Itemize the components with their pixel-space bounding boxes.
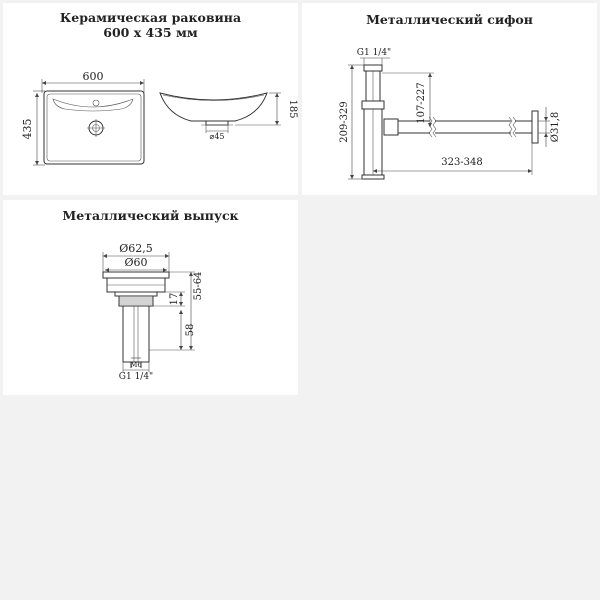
siphon-outlet-pipe [384, 111, 538, 143]
siphon-drawing [302, 3, 597, 195]
drain-flange-height-label: 17 [169, 292, 180, 306]
siphon-thread-label: G1 1/4" [356, 48, 392, 58]
siphon-inlet-range-label: 107-227 [416, 82, 427, 124]
siphon-pipe-diameter-label: Ø31,8 [550, 111, 561, 143]
drain-thread-label: G1 1/4" [118, 372, 154, 382]
drain-body-height-label: 58 [185, 323, 196, 337]
sink-drain-label: ⌀45 [209, 132, 225, 141]
siphon-title: Металлический сифон [366, 12, 533, 27]
drain-panel [3, 200, 298, 395]
drain-total-height-label: 55-64 [193, 271, 204, 301]
sink-side-view [160, 93, 298, 141]
drain-drawing [3, 200, 298, 395]
sink-panel [3, 3, 298, 195]
drain-title: Металлический выпуск [62, 208, 239, 223]
sink-depth-label: 435 [21, 118, 34, 140]
sink-top-view [21, 70, 144, 165]
siphon-length-range-label: 323-348 [441, 157, 483, 168]
drain-bolt-label: M6 [130, 361, 142, 369]
siphon-panel [302, 3, 597, 195]
siphon-height-range-label: 209-329 [339, 101, 350, 143]
drain-outer-diameter-label: Ø62,5 [119, 242, 153, 255]
siphon-body [362, 65, 384, 179]
sink-height-label: 185 [287, 99, 298, 119]
drain-inner-diameter-label: Ø60 [124, 256, 148, 269]
sink-title: Керамическая раковина [59, 10, 242, 25]
sink-width-label: 600 [82, 70, 104, 83]
sink-drawing [3, 3, 298, 195]
drain-body [103, 272, 169, 368]
sink-subtitle: 600 x 435 мм [103, 25, 198, 40]
